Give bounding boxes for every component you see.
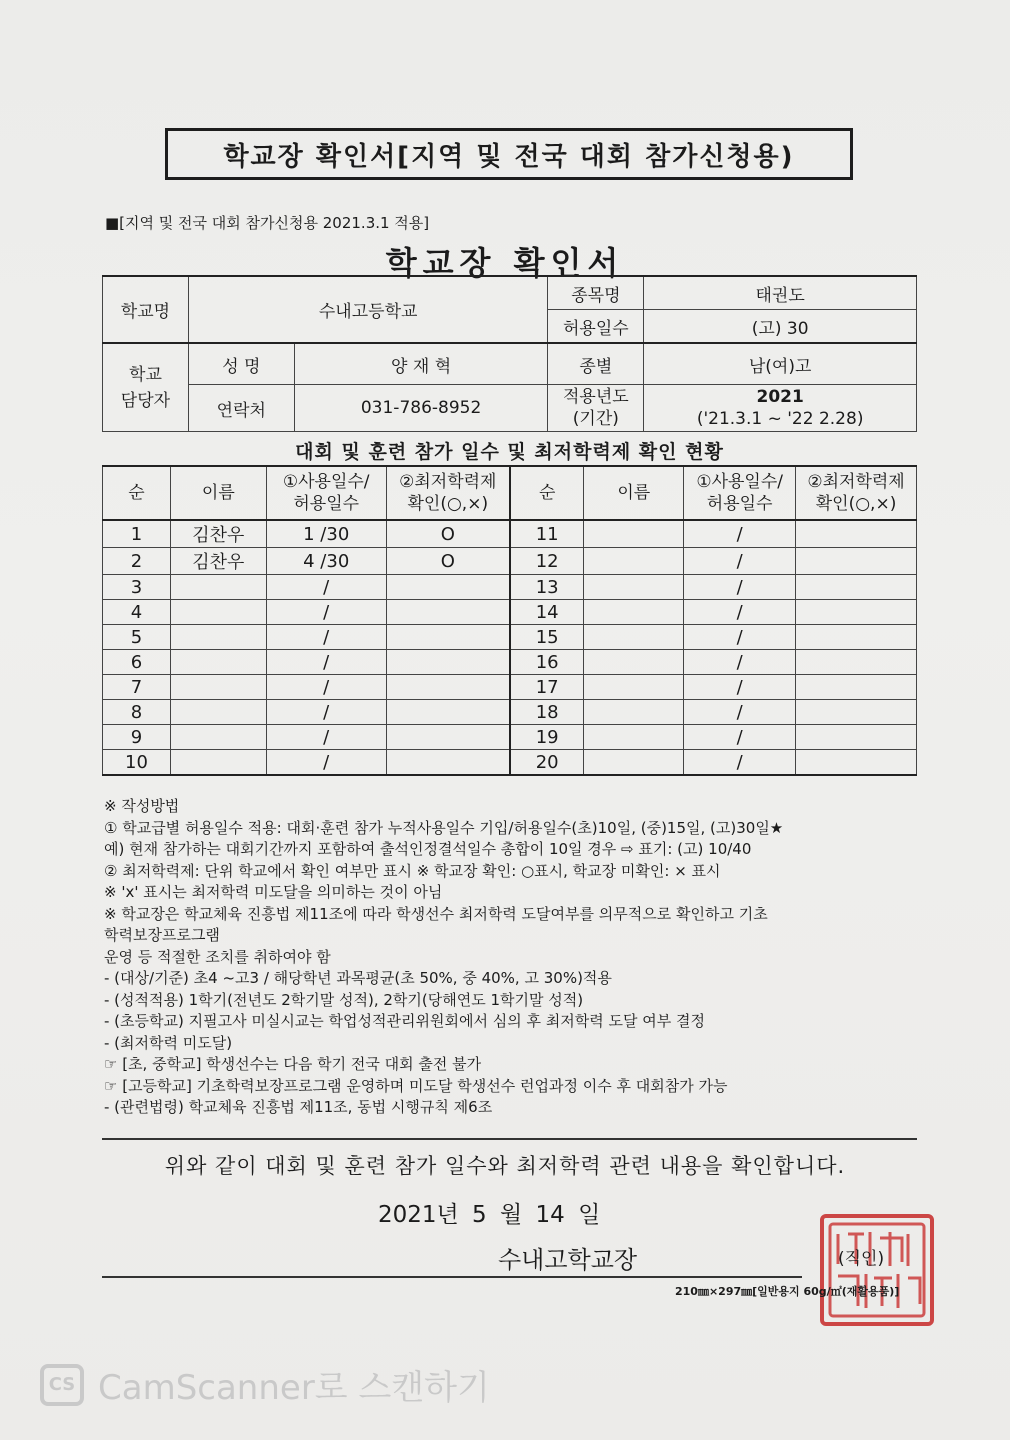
- period: ('21.3.1 ~ '22 2.28): [696, 409, 864, 429]
- header-days-line1: ①사용일수/: [696, 472, 783, 492]
- note-line: ② 최저학력제: 단위 학교에서 확인 여부만 표시 ※ 학교장 확인: ○표시, 학교장 미확인: × 표시: [104, 861, 721, 880]
- paper-size-note: 210㎜×297㎜[일반용지 60g/㎡(재활용품)]: [675, 1285, 900, 1298]
- note-line: ① 학교급별 허용일수 적용: 대회·훈련 참가 누적사용일수 기입/허용일수(초)10일, (중)15일, (고)30일★: [104, 818, 784, 837]
- name-label: 성 명: [188, 343, 294, 385]
- cell-name: [170, 750, 266, 776]
- confirm-text: 위와 같이 대회 및 훈련 참가 일수와 최저학력 관련 내용을 확인합니다.: [164, 1154, 846, 1178]
- cell-name: [170, 625, 266, 650]
- cell-name: [584, 600, 684, 625]
- table-row: [103, 625, 917, 650]
- cell-check: [796, 700, 917, 725]
- cell-no: 9: [103, 725, 171, 750]
- cell-days: /: [684, 750, 796, 776]
- info-table: [102, 275, 917, 432]
- header-days-line2: 허용일수: [293, 494, 360, 514]
- cell-name: [584, 750, 684, 776]
- cell-check: O: [386, 520, 510, 548]
- contact-label: 연락처: [188, 385, 294, 432]
- cell-check: [386, 725, 510, 750]
- gender-value: 남(여)고: [644, 343, 917, 385]
- cell-no: 2: [103, 548, 171, 575]
- note-line: - (관련법령) 학교체육 진흥법 제11조, 동법 시행규칙 제6조: [104, 1098, 493, 1116]
- principal-title: 수내고학교장: [498, 1246, 638, 1274]
- cell-days: /: [266, 675, 386, 700]
- cell-check: [796, 650, 917, 675]
- school-name: 수내고등학교: [188, 276, 548, 343]
- note-line: - (대상/기준) 초4 ~고3 / 해당학년 과목평균(초 50%, 중 40%, 고 30%)적용: [104, 969, 612, 987]
- header-no-left: 순: [103, 466, 171, 520]
- table-row: [103, 520, 917, 548]
- cell-name: [584, 548, 684, 575]
- cell-days: /: [266, 650, 386, 675]
- event-value: 태권도: [644, 276, 917, 310]
- event-label: 종목명: [548, 276, 644, 310]
- cell-name: [584, 575, 684, 600]
- header-days-line2: 허용일수: [706, 494, 773, 514]
- cell-no: 13: [510, 575, 584, 600]
- cell-days: 4 /30: [266, 548, 386, 575]
- cell-no: 18: [510, 700, 584, 725]
- header-box-title: 학교장 확인서[지역 및 전국 대회 참가신청용): [223, 141, 795, 172]
- header-check-line1: ②최저학력제: [399, 472, 497, 492]
- cell-no: 14: [510, 600, 584, 625]
- cell-name: [170, 675, 266, 700]
- cell-no: 20: [510, 750, 584, 776]
- camscanner-watermark: [40, 1360, 490, 1409]
- cell-days: /: [266, 600, 386, 625]
- year: 2021: [756, 387, 804, 407]
- header-box: [165, 128, 853, 180]
- note-line: ☞ [고등학교] 기초학력보장프로그램 운영하며 미도달 학생선수 런업과정 이수 후 대회참가 가능: [104, 1076, 728, 1095]
- cell-check: [386, 700, 510, 725]
- cell-check: [386, 625, 510, 650]
- year-label: [548, 385, 644, 432]
- cell-check: [796, 725, 917, 750]
- cell-no: 17: [510, 675, 584, 700]
- date: 2021년 5 월 14 일: [378, 1202, 601, 1228]
- table-row: [103, 675, 917, 700]
- contact-value: 031-786-8952: [294, 385, 548, 432]
- cell-no: 19: [510, 725, 584, 750]
- manager-label-line1: 학교: [129, 364, 162, 385]
- cell-check: O: [386, 548, 510, 575]
- cell-name: [584, 520, 684, 548]
- year-value: [644, 385, 917, 432]
- note-line: - (성적적용) 1학기(전년도 2학기말 성적), 2학기(당해연도 1학기말 성적): [104, 990, 584, 1009]
- cell-name: [584, 700, 684, 725]
- cell-check: [796, 520, 917, 548]
- table-row: [103, 650, 917, 675]
- cell-days: /: [684, 675, 796, 700]
- cell-days: /: [684, 600, 796, 625]
- year-label-line2: (기간): [572, 409, 619, 429]
- cell-name: [584, 675, 684, 700]
- cell-no: 10: [103, 750, 171, 776]
- table-row: [103, 600, 917, 625]
- note-line: - (초등학교) 지필고사 미실시교는 학업성적관리위원회에서 심의 후 최저학력 도달 여부 결정: [104, 1012, 705, 1030]
- cell-no: 3: [103, 575, 171, 600]
- header-check-line2: 확인(○,×): [815, 494, 897, 514]
- note-line: ※ 학교장은 학교체육 진흥법 제11조에 따라 학생선수 최저학력 도달여부를 의무적으로 확인하고 기초: [104, 904, 768, 923]
- cell-days: /: [684, 548, 796, 575]
- table-row: [103, 700, 917, 725]
- note-line: 운영 등 적절한 조치를 취하여야 함: [104, 947, 331, 966]
- camscanner-logo-icon: CS: [40, 1364, 84, 1406]
- manager-name: 양 재 혁: [294, 343, 548, 385]
- cell-no: 16: [510, 650, 584, 675]
- cell-name: [170, 700, 266, 725]
- note-line: ☞ [초, 중학교] 학생선수는 다음 학기 전국 대회 출전 불가: [104, 1055, 482, 1073]
- header-check-right: [796, 466, 917, 520]
- table-row: [103, 575, 917, 600]
- allowed-days-label: 허용일수: [548, 310, 644, 344]
- cell-no: 5: [103, 625, 171, 650]
- note-line: ※ 'x' 표시는 최저학력 미도달을 의미하는 것이 아님: [104, 883, 443, 901]
- cell-name: [170, 575, 266, 600]
- divider-top: [102, 1138, 917, 1140]
- note-line: - (최저학력 미도달): [104, 1033, 233, 1052]
- cell-no: 12: [510, 548, 584, 575]
- header-check-line2: 확인(○,×): [407, 494, 489, 514]
- cell-name: [584, 625, 684, 650]
- cell-no: 1: [103, 520, 171, 548]
- cell-days: 1 /30: [266, 520, 386, 548]
- cell-name: [584, 650, 684, 675]
- header-days-line1: ①사용일수/: [282, 472, 370, 492]
- cell-check: [386, 600, 510, 625]
- note-line: 예) 현재 참가하는 대회기간까지 포함하여 출석인정결석일수 총합이 10일 경우 ⇨ 표기: (고) 10/40: [104, 840, 752, 858]
- gender-label: 종별: [548, 343, 644, 385]
- section-title: 대회 및 훈련 참가 일수 및 최저학력제 확인 현황: [295, 441, 724, 463]
- header-no-right: 순: [510, 466, 584, 520]
- note-line: 학력보장프로그램: [104, 926, 220, 944]
- watermark-text: CamScanner로 스캔하기: [98, 1368, 490, 1408]
- seal-stamp-icon: [824, 1218, 930, 1322]
- header-check-line1: ②최저학력제: [807, 472, 905, 492]
- cell-check: [386, 750, 510, 776]
- seal-label: (직인): [838, 1249, 885, 1269]
- header-days-right: [684, 466, 796, 520]
- header-check-left: [386, 466, 510, 520]
- cell-check: [796, 675, 917, 700]
- header-days-left: [266, 466, 386, 520]
- header-name-left: 이름: [170, 466, 266, 520]
- cell-name: 김찬우: [170, 520, 266, 548]
- cell-check: [386, 650, 510, 675]
- cell-days: /: [266, 575, 386, 600]
- cell-days: /: [266, 625, 386, 650]
- header-name-right: 이름: [584, 466, 684, 520]
- cell-check: [796, 548, 917, 575]
- divider-bottom: [102, 1276, 802, 1278]
- manager-label: [103, 343, 189, 432]
- cell-days: /: [684, 650, 796, 675]
- cell-no: 8: [103, 700, 171, 725]
- cell-days: /: [266, 725, 386, 750]
- cell-name: [170, 725, 266, 750]
- cell-check: [386, 575, 510, 600]
- cell-no: 4: [103, 600, 171, 625]
- table-row: [103, 750, 917, 776]
- table-row: [103, 548, 917, 575]
- cell-days: /: [684, 520, 796, 548]
- cell-name: [584, 725, 684, 750]
- cell-no: 6: [103, 650, 171, 675]
- manager-label-line2: 담당자: [120, 390, 171, 411]
- cell-no: 15: [510, 625, 584, 650]
- cell-days: /: [266, 750, 386, 776]
- cell-name: [170, 600, 266, 625]
- cell-no: 11: [510, 520, 584, 548]
- cell-name: [170, 650, 266, 675]
- note-line: ※ 작성방법: [104, 797, 180, 815]
- cell-check: [796, 625, 917, 650]
- subtitle: ■[지역 및 전국 대회 참가신청용 2021.3.1 적용]: [105, 214, 430, 232]
- participation-table: [102, 465, 917, 776]
- cell-check: [796, 750, 917, 776]
- cell-days: /: [684, 625, 796, 650]
- allowed-days-value: (고) 30: [644, 310, 917, 344]
- cell-name: 김찬우: [170, 548, 266, 575]
- cell-days: /: [684, 575, 796, 600]
- school-name-label: 학교명: [103, 276, 189, 343]
- table-row: [103, 725, 917, 750]
- cell-check: [386, 675, 510, 700]
- cell-no: 7: [103, 675, 171, 700]
- year-label-line1: 적용년도: [563, 387, 629, 407]
- cell-days: /: [266, 700, 386, 725]
- cell-check: [796, 600, 917, 625]
- official-seal: [820, 1214, 934, 1326]
- participation-rows: [103, 520, 917, 775]
- cell-days: /: [684, 700, 796, 725]
- notes-section: [104, 796, 924, 1119]
- cell-check: [796, 575, 917, 600]
- cell-days: /: [684, 725, 796, 750]
- main-title: 학교장 확인서: [385, 244, 625, 282]
